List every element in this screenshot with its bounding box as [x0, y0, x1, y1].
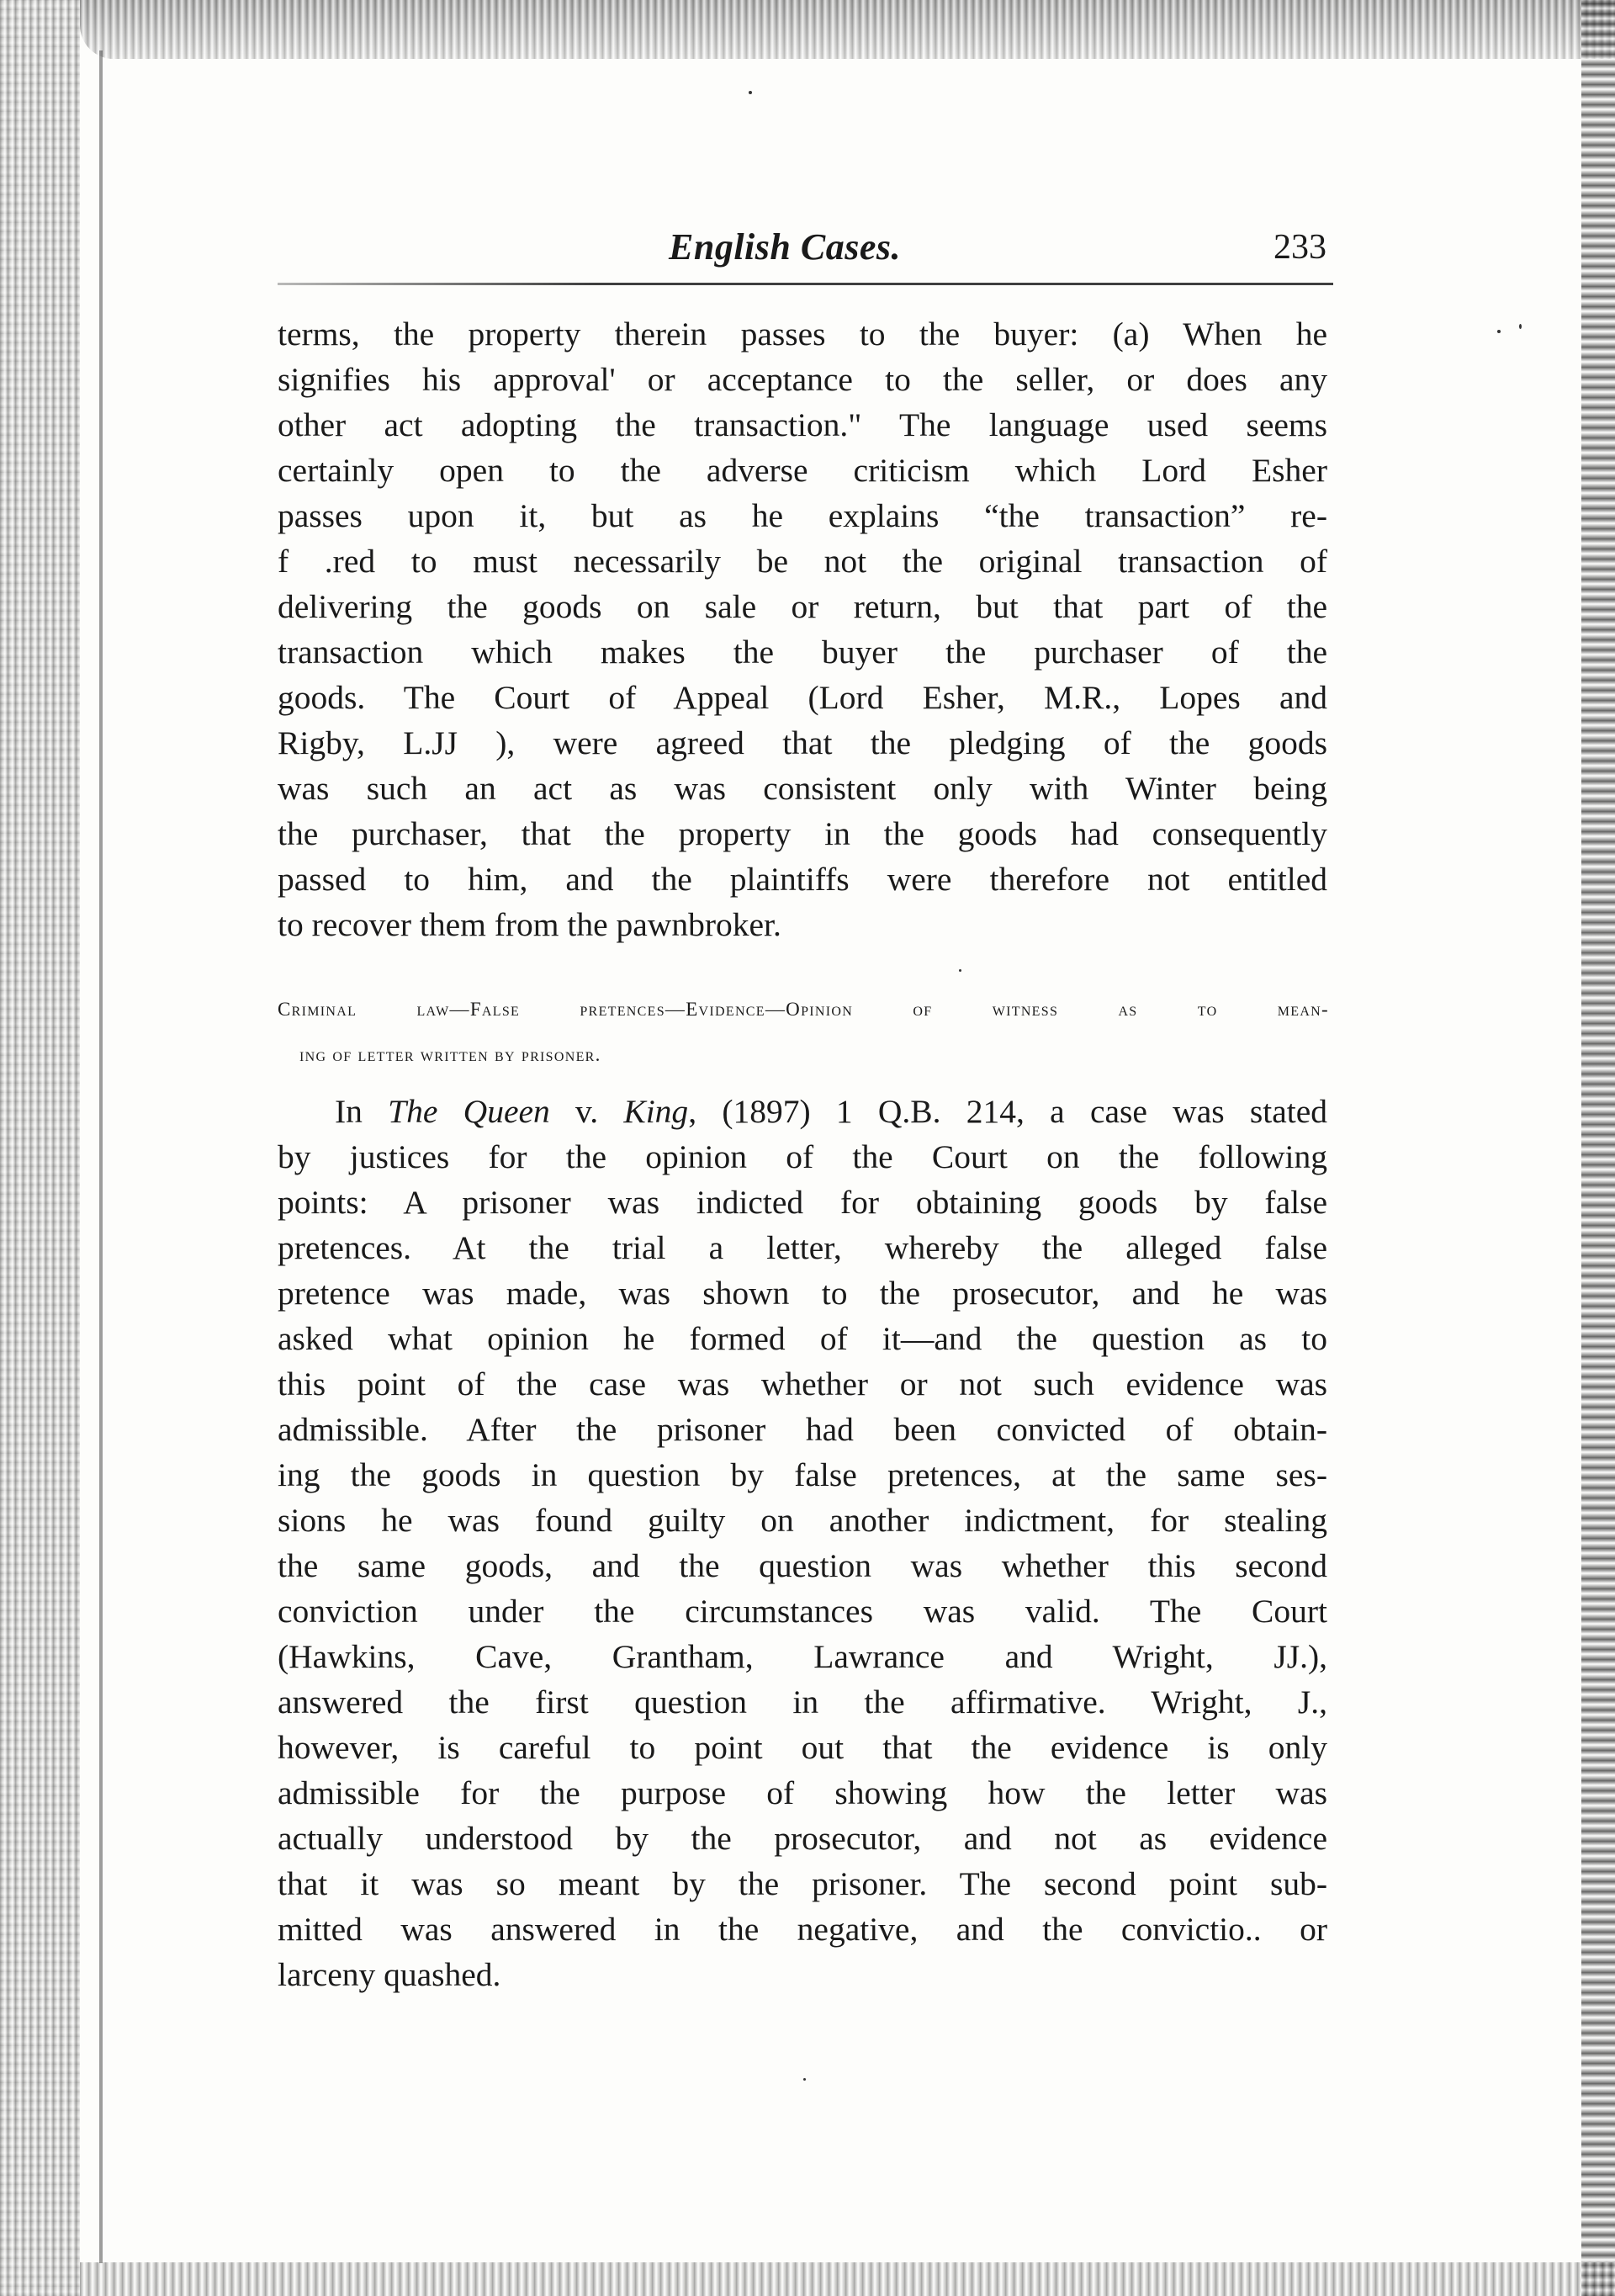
text-line: this point of the case was whether or not such evidence was — [278, 1365, 1327, 1403]
text-line: that it was so meant by the prisoner. The second point sub- — [278, 1865, 1327, 1902]
case-name-italic: The Queen — [388, 1093, 550, 1130]
text-line: sions he was found guilty on another indictment, for stealing — [278, 1502, 1327, 1539]
text-line: actually understood by the prosecutor, and not as evidence — [278, 1820, 1327, 1857]
paragraph-case — [278, 1089, 1327, 1997]
text-fragment: v. — [549, 1093, 624, 1130]
page-number: 233 — [1273, 228, 1326, 267]
running-title: English Cases. — [669, 226, 901, 268]
text-line: certainly open to the adverse criticism which Lord Esher — [278, 452, 1327, 489]
paragraph-continued — [278, 311, 1327, 947]
text-line: conviction under the circumstances was valid. The Court — [278, 1593, 1327, 1630]
scan-top-edge — [80, 0, 1615, 59]
section-heading — [278, 993, 1329, 1084]
text-line: answered the first question in the affirmative. Wright, J., — [278, 1684, 1327, 1721]
text-line: passed to him, and the plaintiffs were therefore not entitled — [278, 861, 1327, 898]
dust-speck — [959, 969, 961, 972]
heading-line: Criminal law—False pretences—Evidence—Opinion of witness as to mean- — [278, 999, 1329, 1020]
scan-bottom-edge — [80, 2262, 1615, 2296]
dust-speck — [749, 91, 752, 94]
text-line: passes upon it, but as he explains “the transaction” re- — [278, 497, 1327, 534]
text-line: to recover them from the pawnbroker. — [278, 906, 781, 943]
text-line: f .red to must necessarily be not the original transaction of — [278, 543, 1327, 580]
text-line: admissible. After the prisoner had been convicted of obtain- — [278, 1411, 1327, 1448]
dust-speck — [1497, 330, 1501, 333]
text-line: asked what opinion he formed of it—and the question as to — [278, 1320, 1327, 1357]
text-line: ing the goods in question by false pretences, at the same ses- — [278, 1456, 1327, 1493]
text-line: goods. The Court of Appeal (Lord Esher, M.R., Lopes and — [278, 679, 1327, 716]
text-line: pretences. At the trial a letter, whereby the alleged false — [278, 1229, 1327, 1266]
scan-left-edge — [0, 0, 80, 2296]
text-line: larceny quashed. — [278, 1956, 501, 1993]
text-line: by justices for the opinion of the Court on the following — [278, 1138, 1327, 1175]
text-line: mitted was answered in the negative, and the convictio.. or — [278, 1911, 1327, 1948]
text-line: signifies his approval' or acceptance to the seller, or does any — [278, 361, 1327, 398]
dust-speck — [803, 2078, 806, 2081]
text-fragment: , (1897) 1 Q.B. 214, a case was stated — [688, 1093, 1328, 1130]
dust-speck — [1519, 324, 1522, 329]
text-line: pretence was made, was shown to the prosecutor, and he was — [278, 1275, 1327, 1312]
text-line-first — [278, 1089, 1327, 1134]
text-line: was such an act as was consistent only with Winter being — [278, 770, 1327, 807]
case-name-italic: King — [623, 1093, 689, 1130]
text-line: other act adopting the transaction." The language used seems — [278, 406, 1327, 443]
text-line: the same goods, and the question was whether this second — [278, 1547, 1327, 1584]
running-head — [278, 217, 1333, 284]
text-fragment: In — [335, 1093, 389, 1130]
text-line: the purchaser, that the property in the goods had consequently — [278, 815, 1327, 852]
scan-right-edge — [1581, 0, 1615, 2296]
page-border — [99, 50, 103, 2263]
header-rule — [278, 283, 1333, 285]
heading-line: ing of letter written by prisoner. — [299, 1044, 601, 1065]
text-line: (Hawkins, Cave, Grantham, Lawrance and Wright, JJ.), — [278, 1638, 1327, 1675]
text-line: transaction which makes the buyer the purchaser of the — [278, 634, 1327, 671]
text-line: admissible for the purpose of showing how the letter was — [278, 1774, 1327, 1811]
text-line: however, is careful to point out that the evidence is only — [278, 1729, 1327, 1766]
text-line: points: A prisoner was indicted for obtaining goods by false — [278, 1184, 1327, 1221]
text-line: terms, the property therein passes to the buyer: (a) When he — [278, 316, 1327, 353]
text-line: delivering the goods on sale or return, but that part of the — [278, 588, 1327, 625]
text-line: Rigby, L.JJ ), were agreed that the pledging of the goods — [278, 724, 1327, 761]
